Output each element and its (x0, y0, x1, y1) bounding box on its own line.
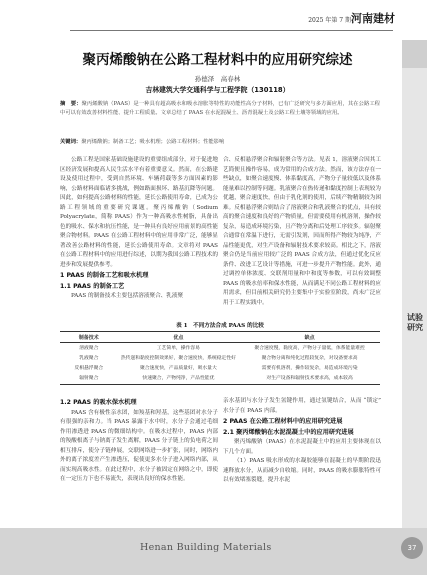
header-rule (70, 30, 393, 31)
table-row (60, 363, 380, 373)
table-cell: 反相悬浮聚合 (74, 365, 104, 371)
running-header (0, 0, 427, 34)
journal-name: 河南建材 (351, 12, 395, 25)
abstract (60, 100, 380, 118)
table-cell: 辐射聚合 (60, 374, 118, 385)
table-cell: 快速聚合，产物纯净，产品性能优 (118, 374, 240, 385)
keywords-text: 聚丙烯酸钠；制备工艺；吸水机理；公路工程材料；性能影响 (81, 139, 225, 145)
keywords-label: 关键词： (60, 139, 82, 145)
body-column-3 (60, 397, 218, 485)
table-row (60, 343, 380, 354)
abstract-label: 摘 要： (60, 101, 82, 107)
table-row (60, 353, 380, 363)
subsection-heading: 2.1 聚丙烯酸钠在水泥混凝土中的应用研究进展 (223, 428, 354, 436)
table-cell: 对生产设备和辐射技术要求高，成本较高 (239, 374, 380, 385)
paragraph: （1）PAAS 吸水形成的水凝胶能够在混凝土的早期阶段迅速释放水分，从而减少自收缩。同时，PAAS 的吸水膨胀特性可以有效堵塞裂缝，提升水泥 (223, 458, 381, 483)
paragraph: 公路工程是国家基础设施建设的重要组成部分，对于促进地区经济发展和提高人民生活水平有着重要意义。然而，在公路建设及使用过程中，受到自然环境、车辆荷载等多方面因素的影响，公路材料面临诸多挑战，例如路面损坏、路基沉降等问题。因此，如何提高公路材料的性能，延长公路使用寿命，已成为公路工程领域的重要研究课题。聚丙烯酸钠（Sodium Polyacrylate，简称 PAAS）作为一种高吸水性树脂，具备出色的吸水、保水和抗压性能，是一种具有良好应用前景的高性能聚合物材料。PAAS 在公路工程材料中的应用非常广泛，能够显著改善公路材料的性能，延长公路使用寿命。文章将对 PAAS 在公路工程材料中的应用进行综述，以期为我国公路工程技术的进步和发展提供参考。 (60, 157, 218, 268)
table-cell: 聚合物分离和纯化过程较复杂，对设备要求高 (261, 355, 358, 361)
paragraph: PAAS 的制备技术主要包括溶液聚合、乳液聚 (71, 293, 184, 299)
table-cell: 工艺简单，操作容易 (156, 345, 200, 351)
paragraph: 合、反相悬浮聚合和辐射聚合等方法。见表 1，溶液聚合因其工艺简便且操作容易，成为常用的合成方法。然而，该方法存在一些缺点，如聚合速度慢、体系黏度高，产物分子量较低以及体系能量难以控制等问题。乳液聚合在热传递和黏度控制上表现较为优越，聚合速度快，但由于乳化剂的使用，后续产物精制较为困难。反相悬浮聚合则结合了溶液聚合和乳液聚合的优点，具有较高的聚合速度和良好的产物质量，但需要使用有机溶剂，操作较复杂，易造成环境污染，且产物分离和后处理工序较多。辐射聚合通常在常温下进行，无需引发剂，因而所得产物较为纯净，产品性能更优，对生产设备和辐射技术要求较高。相比之下，溶液聚合仍是当前应用较广泛的 PAAS 合成方法，但通过优化反应条件、改进工艺设计等措施，可进一步提升产物性能。此外，通过调控单体浓度、交联剂用量和中和度等参数，可以有效调整 PAAS 的吸水倍率和保水性能，从而满足不同公路工程材料的应用需求，但目前相关研究仍主要集中于实验室阶段，尚未广泛应用于工程实践中。 (223, 157, 381, 306)
article-affiliation: 吉林建筑大学交通科学与工程学院（130118） (145, 86, 290, 94)
paragraph: PAAS 含有极性亲水团，如羧基和羟基，这些基团对水分子有很强的亲和力。当 PAAS 暴露于水中时，水分子会通过毛细作用渗透进 PAAS 的微细结构中。在吸水过程中，PAAS 内部的羧酸根离子与钠离子发生离解，PAAS 分子链上的负电荷之间相互排斥，使分子链伸展，交联网络进一步扩张，同时，网络内外的离子浓度差产生渗透压，促使更多水分子进入网络内部，从而实现高吸水性。在此过程中，水分子被固定在网络之中，即使在一定压力下也不易流失，表现出良好的保水性能。 (60, 409, 218, 482)
section-sidebar (402, 40, 427, 550)
table-cell: 聚合速度慢，黏度高，产物分子量低，体系能量难控 (254, 345, 365, 351)
section-heading: 1 PAAS 的制备工艺和吸水机理 (60, 272, 149, 279)
table-cell: 聚合速度快，产品质量好，吸水量大 (140, 365, 217, 371)
page-footer (0, 528, 427, 575)
table-header-row (60, 332, 380, 343)
column-header: 优点 (118, 332, 240, 343)
keywords (60, 137, 380, 145)
body-column-4 (223, 397, 381, 486)
sidebar-tab (402, 40, 427, 68)
table-cell: 需要有机溶剂，操作较复杂，易造成环境污染 (261, 365, 358, 371)
body-column-2 (223, 156, 381, 308)
section-heading: 2 PAAS 在公路工程材料中的应用研究进展 (223, 418, 343, 425)
subsection-heading: 1.2 PAAS 的吸水保水机理 (60, 399, 137, 406)
subsection-heading: 1.1 PAAS 的制备工艺 (60, 282, 125, 290)
article-authors: 孙德泽 高春林 (194, 75, 241, 83)
body-column-1 (60, 156, 218, 302)
page-number: 37 (401, 537, 423, 559)
issue-label: 2025 年第 7 期 (308, 17, 351, 24)
footer-journal-name: Henan Building Materials (140, 542, 272, 553)
paragraph: 聚丙烯酸钠（PAAS）在水泥混凝土中的应用主要体现在以下几个方面。 (223, 439, 381, 455)
article-title: 聚丙烯酸钠在公路工程材料中的应用研究综述 (82, 52, 353, 68)
table-row (60, 374, 380, 385)
table-cell: 热传递和黏度控制效果好，聚合速度快，系统稳定性好 (120, 355, 236, 361)
column-header: 缺点 (239, 332, 380, 343)
paragraph: 亲水基团与水分子发生氢键作用，通过氢键结合，从而 “锁定” 水分子在 PAAS 内部。 (223, 398, 381, 414)
abstract-text: 聚丙烯酸钠（PAAS）是一种具有超高吸水和吸水溶胀等特性的功能性高分子材料，已有广泛研究与多方面应用，其在公路工程中可以有效改善材料性能、提升工程质量。文章总结了 PAAS 在水泥混凝土、沥青混凝土及公路工程土壤等领域的应用。 (60, 101, 380, 116)
table-cell: 溶液聚合 (79, 345, 99, 351)
table-caption: 表 1 不同方法合成 PAAS 的比较 (176, 323, 264, 329)
comparison-table (60, 331, 380, 385)
table-cell: 乳液聚合 (79, 355, 99, 361)
section-label: 试验研究 (407, 312, 423, 332)
column-header: 制备技术 (60, 332, 118, 343)
